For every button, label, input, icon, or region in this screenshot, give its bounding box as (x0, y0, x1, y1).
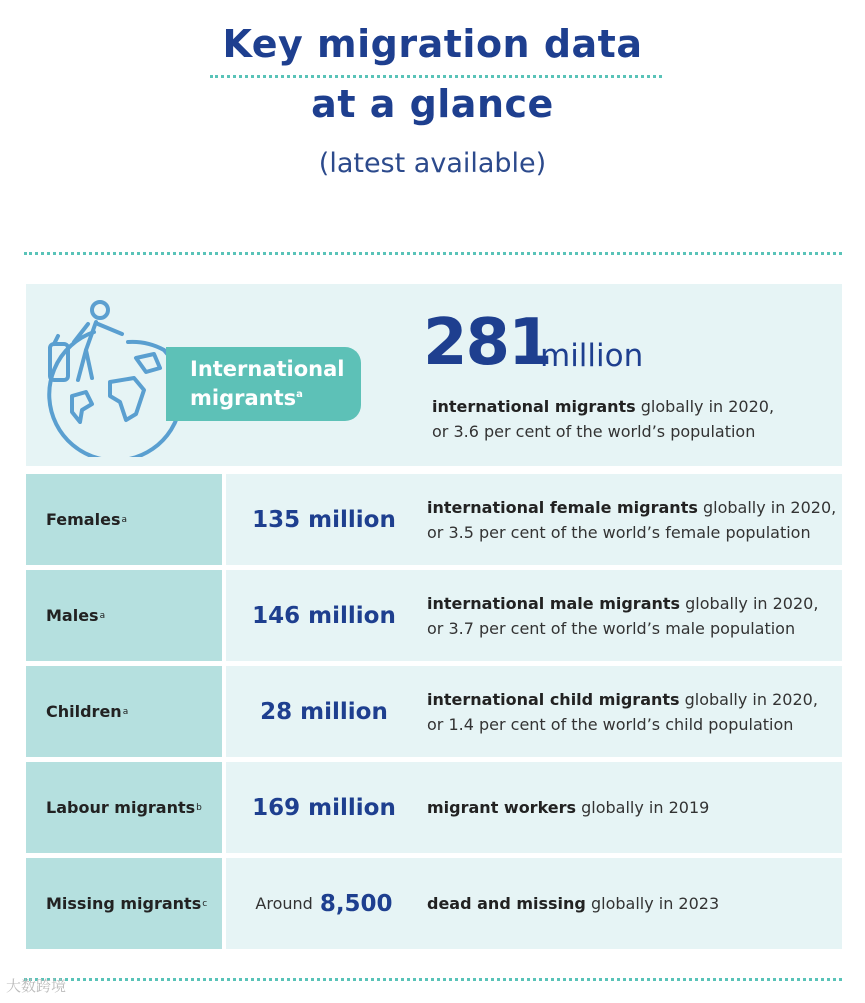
row-content-cell (226, 762, 842, 853)
row-label-cell (26, 762, 222, 853)
table-row (26, 474, 842, 565)
hero-description (432, 394, 832, 444)
desc-bold: international female migrants (427, 497, 698, 517)
row-value: 146 million (252, 602, 396, 629)
row-value: 169 million (252, 794, 396, 821)
desc-line2: or 3.5 per cent of the world’s female population (427, 522, 811, 542)
hero-desc-rest: globally in 2020, (635, 397, 775, 416)
badge-label-line1: International (190, 357, 345, 381)
table-row (26, 570, 842, 661)
table-row (26, 762, 842, 853)
page-title-line1: Key migration data (222, 22, 643, 66)
desc-rest: globally in 2020, (697, 497, 837, 517)
row-content-cell (226, 570, 842, 661)
desc-bold: migrant workers (427, 798, 577, 817)
row-description (427, 474, 837, 565)
footnote-marker: a (122, 706, 129, 717)
footnote-marker: c (202, 898, 208, 909)
row-value: 135 million (252, 506, 396, 533)
desc-rest: globally in 2019 (576, 798, 710, 817)
row-label-cell (26, 570, 222, 661)
desc-rest: globally in 2023 (585, 894, 720, 913)
row-value-cell (226, 474, 422, 565)
row-label: Children (46, 702, 122, 721)
row-value-cell (226, 858, 422, 949)
top-dotted-divider (24, 252, 842, 255)
bottom-dotted-divider (24, 978, 842, 981)
row-value-cell (226, 666, 422, 757)
row-description (427, 666, 837, 757)
row-content-cell (226, 858, 842, 949)
footnote-marker: a (99, 610, 106, 621)
row-label: Missing migrants (46, 894, 202, 913)
international-migrants-badge (166, 347, 361, 421)
watermark: 大数跨境 (6, 977, 67, 995)
desc-line2: or 3.7 per cent of the world’s male population (427, 618, 796, 638)
row-label: Males (46, 606, 99, 625)
desc-rest: globally in 2020, (679, 689, 818, 709)
row-description (427, 762, 837, 853)
row-label: Labour migrants (46, 798, 196, 817)
row-value-cell (226, 762, 422, 853)
hero-unit: million (540, 338, 644, 374)
row-value-cell (226, 570, 422, 661)
hero-desc-bold: international migrants (432, 397, 636, 416)
desc-line2: or 1.4 per cent of the world’s child population (427, 714, 794, 734)
row-value: 28 million (260, 698, 388, 725)
row-label-cell (26, 474, 222, 565)
row-value: 8,500 (319, 890, 393, 917)
desc-rest: globally in 2020, (680, 593, 819, 613)
table-row (26, 666, 842, 757)
hero-value: 281 (423, 306, 551, 380)
hero-panel (26, 284, 842, 466)
badge-footnote-marker: a (296, 389, 303, 400)
row-description (427, 858, 837, 949)
page-title-line2: at a glance (311, 82, 554, 126)
row-content-cell (226, 666, 842, 757)
page-subtitle: (latest available) (318, 148, 547, 179)
badge-label-line2: migrants (190, 386, 297, 410)
row-label: Females (46, 510, 121, 529)
hero-desc-line2: or 3.6 per cent of the world’s population (432, 422, 756, 441)
desc-bold: dead and missing (427, 894, 586, 913)
desc-bold: international child migrants (427, 689, 680, 709)
footnote-marker: b (196, 802, 202, 813)
row-content-cell (226, 474, 842, 565)
title-divider (210, 75, 662, 78)
row-description (427, 570, 837, 661)
table-row (26, 858, 842, 949)
desc-bold: international male migrants (427, 593, 681, 613)
row-label-cell (26, 666, 222, 757)
footnote-marker: a (121, 514, 127, 525)
row-label-cell (26, 858, 222, 949)
row-value-prefix: Around (255, 894, 313, 913)
